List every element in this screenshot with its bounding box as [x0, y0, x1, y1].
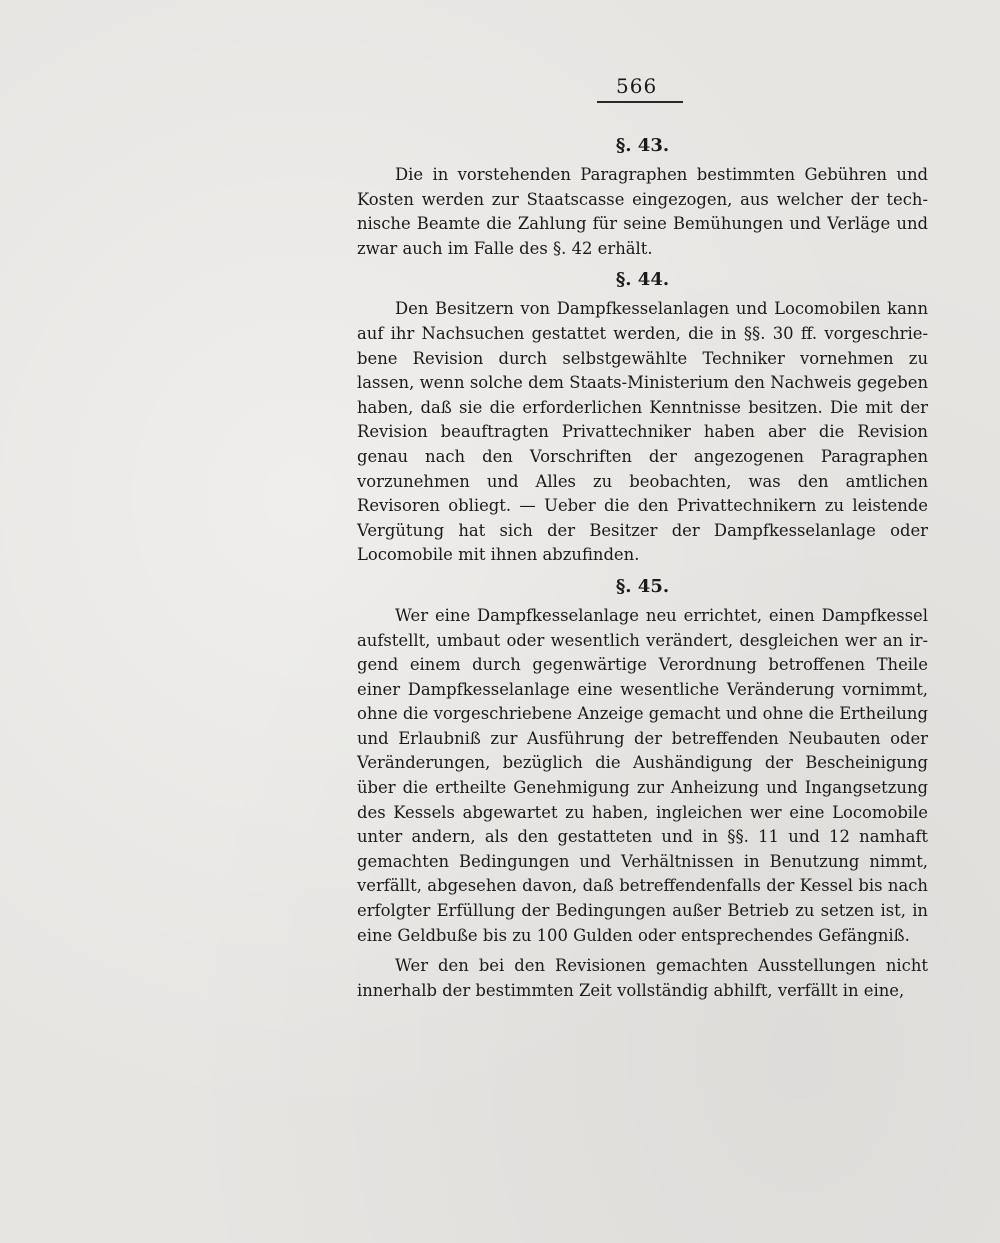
page-number-rule: [597, 101, 683, 103]
page-number: 566: [616, 74, 658, 98]
paragraph: Wer den bei den Revisionen gemachten Ausstellungen nicht innerhalb der bestimmten Zeit vollständig abhilft, verfällt in eine,: [357, 956, 928, 1000]
section-44: [357, 267, 928, 568]
body-text: [357, 133, 928, 1003]
section-heading: §. 43.: [615, 135, 670, 156]
section-45: [357, 574, 928, 1004]
section-heading: §. 44.: [615, 269, 670, 291]
section-43: [357, 133, 928, 261]
paragraph: Den Besitzern von Dampfkesselanlagen und Locomobilen kann auf ihr Nachsuchen gestattet werden, die in §§. 30 ff. vorgeschriebene Revision durch selbstgewählte Techniker vornehmen zu lassen, wenn solche dem Staats-Ministerium den Nachweis gegeben haben, daß sie die erforderlichen Kenntnisse besitzen. Die mit der Revision beauftragten Privattechniker haben aber die Revision genau nach den Vorschriften der angezogenen Paragraphen vorzunehmen und Alles zu beobachten, was den amtlichen Revisoren obliegt. — Ueber die den Privattechnikern zu leistende Vergütung hat sich der Besitzer der Dampfkesselanlage oder Locomobile mit ihnen abzufinden.: [357, 299, 928, 565]
paragraph: Die in vorstehenden Paragraphen bestimmten Gebühren und Kosten werden zur Staatscasse eingezogen, aus welcher der technische Beamte die Zahlung für seine Bemühungen und Verläge und zwar auch im Falle des §. 42 erhält.: [357, 165, 928, 258]
section-heading: §. 45.: [615, 575, 670, 597]
paragraph: Wer eine Dampfkesselanlage neu errichtet, einen Dampfkessel aufstellt, umbaut oder wesentlich verändert, desgleichen wer an irgend einem durch gegenwärtige Verordnung betroffenen Theile einer Dampfkesselanlage eine wesentliche Veränderung vornimmt, ohne die vorgeschriebene Anzeige gemacht und ohne die Ertheilung und Erlaubniß zur Ausführung der betreffenden Neubauten oder Veränderungen, bezüglich die Aushändigung der Bescheinigung über die ertheilte Genehmigung zur Anheizung und Ingangsetzung des Kessels abgewartet zu haben, ingleichen wer eine Locomobile unter andern, als den gestatteten und in §§. 11 und 12 namhaft gemachten Bedingungen und Verhältnissen in Benutzung nimmt, verfällt, abgesehen davon, daß betreffendenfalls der Kessel bis nach erfolgter Erfüllung der Bedingungen außer Betrieb zu setzen ist, in eine Geldbuße bis zu 100 Gulden oder entsprechendes Gefängniß.: [357, 605, 928, 945]
